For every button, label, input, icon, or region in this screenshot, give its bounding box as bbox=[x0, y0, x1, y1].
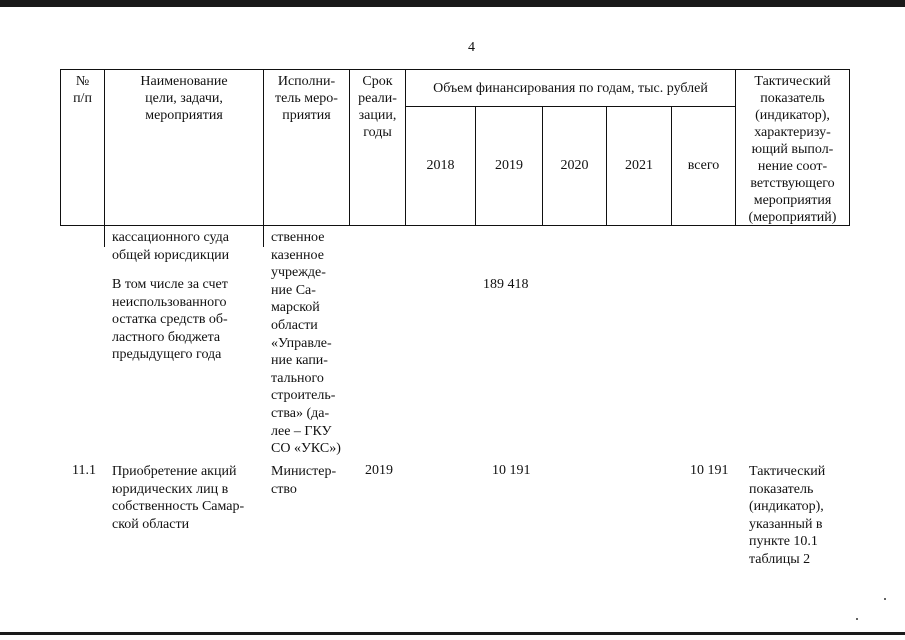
row-11-1-number: 11.1 bbox=[72, 463, 96, 478]
header-year-2020: 2020 bbox=[560, 158, 589, 173]
header-year-2018: 2018 bbox=[426, 158, 455, 173]
header-indicator: Тактический показатель (индикатор), характеризу- ющий выпол- нение соот- ветствующего мероприятия (мероприятий) bbox=[748, 74, 837, 225]
continuation-name: кассационного суда общей юрисдикции bbox=[112, 230, 230, 263]
continuation-value-2019: 189 418 bbox=[483, 277, 529, 292]
page-bottom-border bbox=[0, 632, 905, 635]
row-11-1-indicator: Тактический показатель (индикатор), указанный в пункте 10.1 таблицы 2 bbox=[749, 464, 826, 567]
row-11-1-value-2019: 10 191 bbox=[492, 463, 531, 478]
header-name: Наименование цели, задачи, мероприятия bbox=[140, 74, 228, 123]
header-total: всего bbox=[687, 158, 720, 173]
row-11-1-term: 2019 bbox=[365, 463, 393, 478]
header-funding: Объем финансирования по годам, тыс. рублей bbox=[433, 81, 708, 96]
page-top-border bbox=[0, 0, 905, 7]
page-number: 4 bbox=[468, 40, 475, 55]
row-11-1-executor: Министер- ство bbox=[271, 464, 337, 497]
continuation-executor: ственное казенное учрежде- ние Са- марской области «Управле- ние капи- тального строитель- ства» (да- лее – ГКУ СО «УКС») bbox=[271, 230, 341, 457]
header-term: Срок реали- зации, годы bbox=[358, 74, 397, 140]
header-executor: Исполни- тель меро- приятия bbox=[275, 74, 338, 123]
header-year-2019: 2019 bbox=[495, 158, 523, 173]
header-num: № п/п bbox=[73, 74, 92, 106]
header-year-2021: 2021 bbox=[625, 158, 653, 173]
row-11-1-value-total: 10 191 bbox=[690, 463, 729, 478]
continuation-name-sub: В том числе за счет неиспользованного остатка средств об- ластного бюджета предыдущего года bbox=[112, 277, 228, 363]
scan-speck bbox=[884, 598, 886, 600]
row-11-1-name: Приобретение акций юридических лиц в собственность Самар- ской области bbox=[112, 464, 245, 532]
scan-speck bbox=[856, 618, 858, 620]
